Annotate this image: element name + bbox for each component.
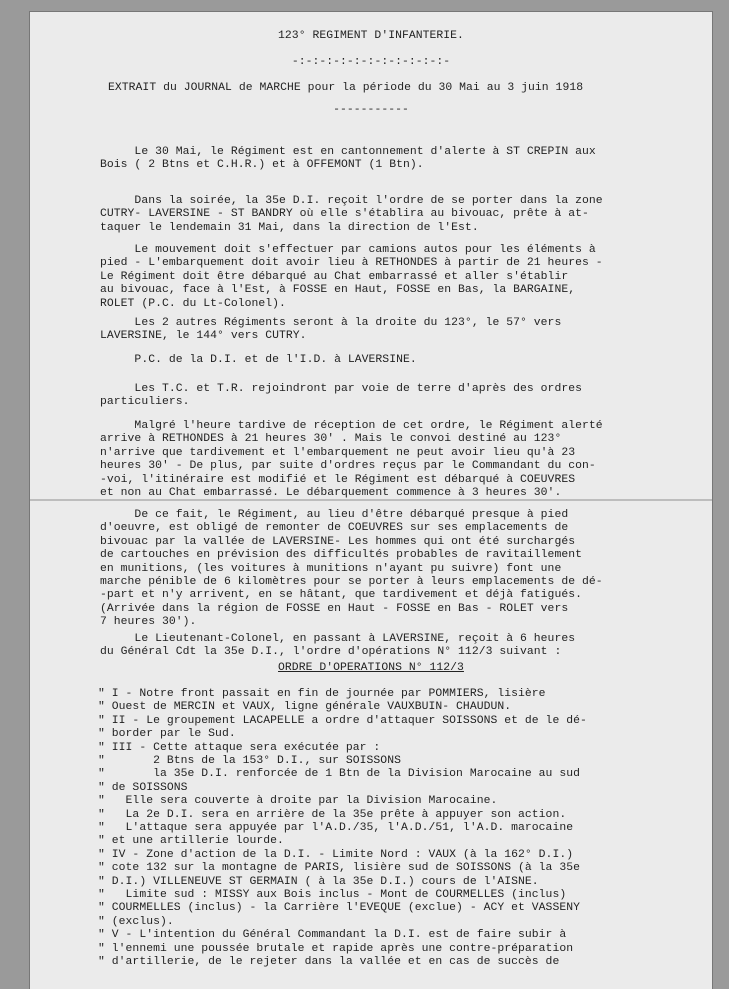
paragraph-line: du Général Cdt la 35e D.I., l'ordre d'opérations N° 112/3 suivant : (100, 646, 562, 659)
order-line: " I - Notre front passait en fin de journée par POMMIERS, lisière (98, 688, 546, 700)
order-line: " Elle sera couverte à droite par la Division Marocaine. (98, 795, 498, 808)
order-line: " COURMELLES (inclus) - la Carrière l'EVEQUE (exclue) - ACY et VASSENY (98, 902, 580, 915)
paragraph-line: Le 30 Mai, le Régiment est en cantonnement d'alerte à ST CREPIN aux (100, 146, 596, 158)
extract-title: EXTRAIT du JOURNAL de MARCHE pour la période du 30 Mai au 3 juin 1918 (108, 82, 584, 94)
paragraph-line: particuliers. (100, 396, 190, 409)
order-line: " II - Le groupement LACAPELLE a ordre d'attaquer SOISSONS et de le dé- (98, 714, 587, 727)
paragraph-line: Le Lieutenant-Colonel, en passant à LAVERSINE, reçoit à 6 heures (100, 633, 576, 645)
paragraph-line: Le Régiment doit être débarqué au Chat embarrassé et aller s'établir (100, 270, 569, 283)
order-line: " l'ennemi une poussée brutale et rapide après une contre-préparation (98, 942, 574, 955)
paragraph-line: taquer le lendemain 31 Mai, dans la direction de l'Est. (100, 221, 479, 234)
paragraph-line: de cartouches en prévision des difficultés probables de ravitaillement (100, 549, 582, 562)
order-line: " L'attaque sera appuyée par l'A.D./35, l'A.D./51, l'A.D. marocaine (98, 822, 574, 834)
order-line: " d'artillerie, de le rejeter dans la vallée et en cas de succès de (98, 956, 560, 968)
paragraph-line: P.C. de la D.I. et de l'I.D. à LAVERSINE. (100, 354, 417, 366)
paragraph-line: Les T.C. et T.R. rejoindront par voie de terre d'après des ordres (100, 383, 582, 395)
paragraph-line: Le mouvement doit s'effectuer par camions autos pour les éléments à (100, 244, 596, 256)
order-line: " la 35e D.I. renforcée de 1 Btn de la Division Marocaine au sud (98, 768, 580, 781)
paragraph-line: De ce fait, le Régiment, au lieu d'être débarqué presque à pied (100, 509, 569, 521)
paragraph-line: Dans la soirée, la 35e D.I. reçoit l'ordre de se porter dans la zone (100, 195, 603, 207)
order-line: " de SOISSONS (98, 781, 188, 794)
heading-separator: -:-:-:-:-:-:-:-:-:-:-:- (291, 56, 451, 68)
order-line: " 2 Btns de la 153° D.I., sur SOISSONS (98, 755, 401, 767)
paragraph-line: en munitions, (les voitures à munitions n'ayant pu suivre) font une (100, 562, 562, 575)
paragraph-line: arrive à RETHONDES à 21 heures 30' . Mais le convoi destiné au 123° (100, 433, 562, 446)
order-line: " La 2e D.I. sera en arrière de la 35e prête à appuyer son action. (98, 808, 567, 821)
order-line: " border par le Sud. (98, 728, 236, 741)
paragraph-line: ROLET (P.C. du Lt-Colonel). (100, 297, 286, 310)
order-line: " V - L'intention du Général Commandant la D.I. est de faire subir à (98, 929, 567, 942)
paragraph-line: -part et n'y arrivent, en se hâtant, que tardivement et déjà fatigués. (100, 589, 582, 602)
paragraph-line: Malgré l'heure tardive de réception de cet ordre, le Régiment alerté (100, 420, 603, 432)
paragraph-line: bivouac par la vallée de LAVERSINE- Les hommes qui ont été surchargés (100, 535, 576, 548)
order-line: " Limite sud : MISSY aux Bois inclus - Mont de COURMELLES (inclus) (98, 889, 567, 901)
order-line: " (exclus). (98, 915, 174, 928)
order-line: " Ouest de MERCIN et VAUX, ligne générale VAUXBUIN- CHAUDUN. (98, 701, 512, 714)
paragraph-line: CUTRY- LAVERSINE - ST BANDRY où elle s'établira au bivouac, prête à at- (100, 208, 589, 221)
paragraph-line: 7 heures 30'). (100, 616, 197, 629)
paragraph-line: heures 30' - De plus, par suite d'ordres reçus par le Commandant du con- (100, 460, 596, 473)
paragraph-line: pied - L'embarquement doit avoir lieu à RETHONDES à partir de 21 heures - (100, 257, 603, 270)
document-sheet (30, 12, 712, 989)
paragraph-line: marche pénible de 6 kilomètres pour se porter à leurs emplacements de dé- (100, 576, 603, 588)
paragraph-line: -voi, l'itinéraire est modifié et le Régiment est débarqué à COEUVRES (100, 473, 576, 486)
order-title: ORDRE D'OPERATIONS N° 112/3 (278, 662, 464, 674)
title-underline: ----------- (333, 104, 409, 116)
paragraph-line: LAVERSINE, le 144° vers CUTRY. (100, 330, 307, 343)
document-body (30, 12, 712, 989)
paragraph-line: au bivouac, face à l'Est, à FOSSE en Haut, FOSSE en Bas, la BARGAINE, (100, 284, 576, 297)
paragraph-line: (Arrivée dans la région de FOSSE en Haut - FOSSE en Bas - ROLET vers (100, 602, 569, 615)
paragraph-line: Bois ( 2 Btns et C.H.R.) et à OFFEMONT (1 Btn). (100, 159, 424, 172)
paragraph-line: d'oeuvre, est obligé de remonter de COEUVRES sur ses emplacements de (100, 522, 569, 535)
order-line: " III - Cette attaque sera exécutée par : (98, 741, 381, 754)
order-line: " IV - Zone d'action de la D.I. - Limite Nord : VAUX (à la 162° D.I.) (98, 848, 574, 861)
order-line: " D.I.) VILLENEUVE ST GERMAIN ( à la 35e D.I.) cours de l'AISNE. (98, 875, 539, 888)
regiment-heading: 123° REGIMENT D'INFANTERIE. (278, 30, 464, 42)
paragraph-line: et non au Chat embarrassé. Le débarquement commence à 3 heures 30'. (100, 487, 562, 499)
order-line: " et une artillerie lourde. (98, 835, 284, 848)
order-line: " cote 132 sur la montagne de PARIS, lisière sud de SOISSONS (à la 35e (98, 862, 580, 875)
paragraph-line: Les 2 autres Régiments seront à la droite du 123°, le 57° vers (100, 317, 562, 329)
paragraph-line: n'arrive que tardivement et l'embarquement ne peut avoir lieu qu'à 23 (100, 446, 576, 459)
